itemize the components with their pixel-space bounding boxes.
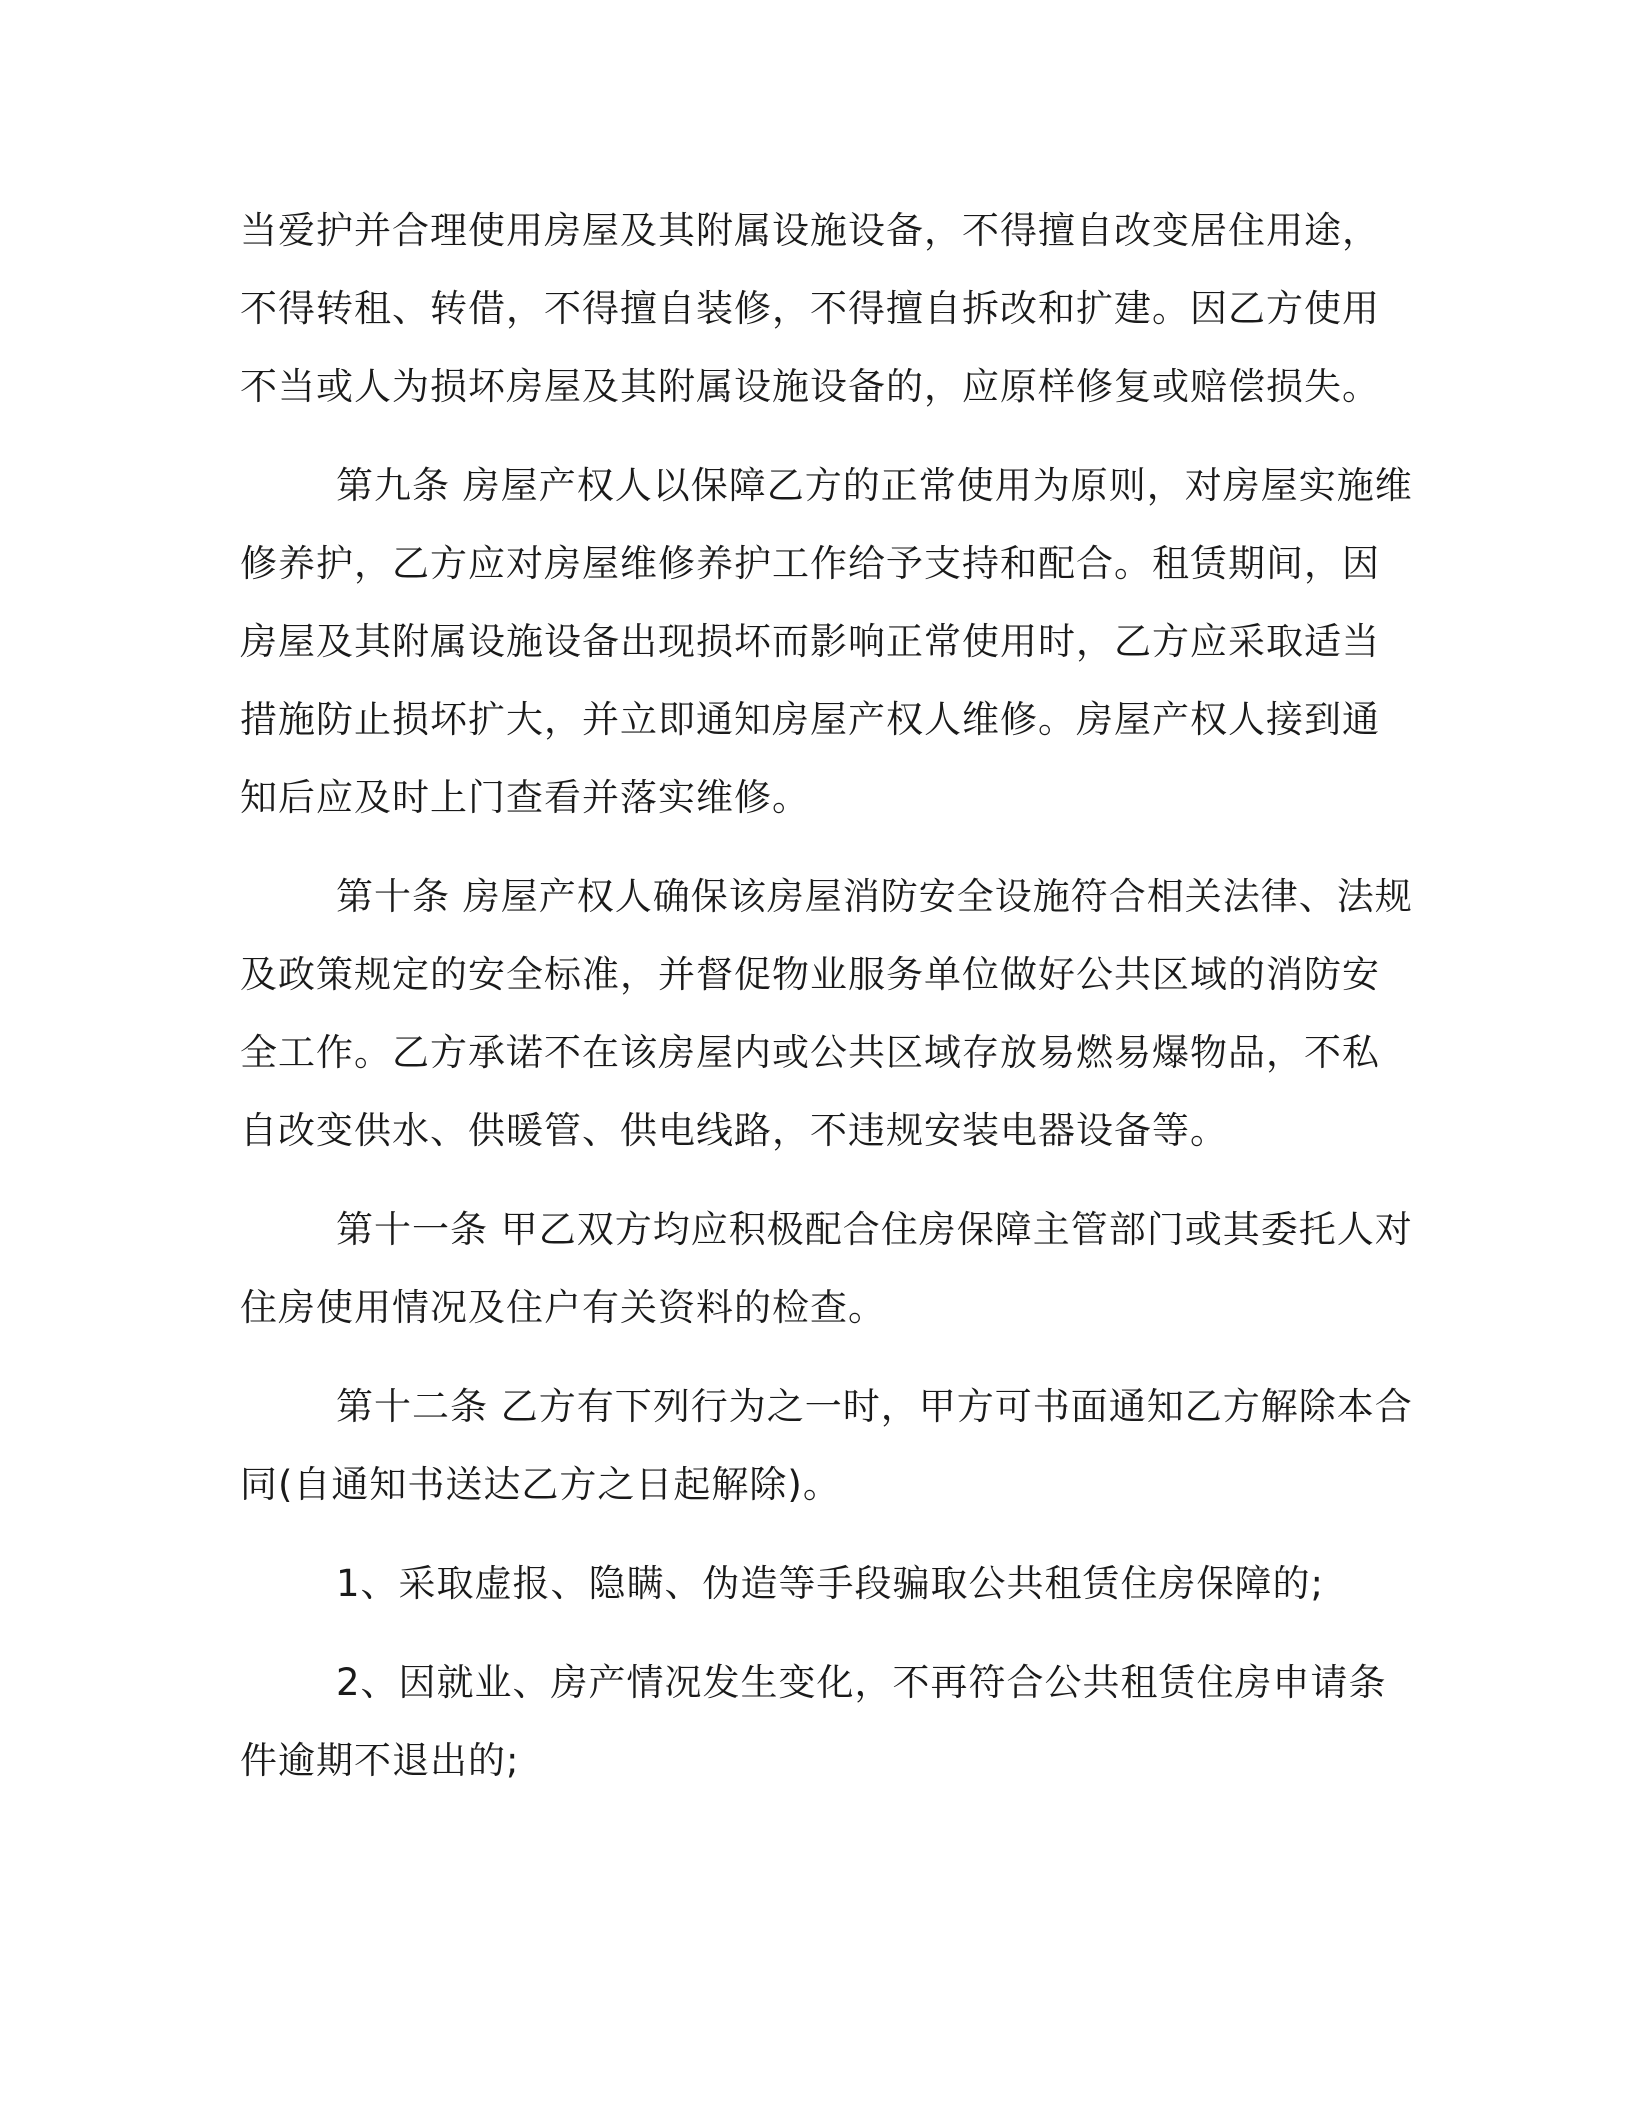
text-line: 及政策规定的安全标准，并督促物业服务单位做好公共区域的消防安 — [240, 953, 1380, 996]
paragraph-article-10 — [240, 858, 1413, 1170]
text-line: 住房使用情况及住户有关资料的检查。 — [240, 1286, 886, 1329]
text-line: 自改变供水、供暖管、供电线路，不违规安装电器设备等。 — [240, 1109, 1228, 1152]
text-line: 修养护，乙方应对房屋维修养护工作给予支持和配合。租赁期间，因 — [240, 542, 1380, 585]
text-line: 第十二条 乙方有下列行为之一时，甲方可书面通知乙方解除本合 — [336, 1385, 1413, 1428]
list-item-2 — [240, 1644, 1390, 1800]
paragraph-article-9 — [240, 447, 1413, 837]
text-line: 件逾期不退出的; — [240, 1739, 520, 1782]
text-line: 1、采取虚报、隐瞒、伪造等手段骗取公共租赁住房保障的; — [336, 1562, 1325, 1605]
paragraph-article-11 — [240, 1191, 1413, 1347]
text-line: 措施防止损坏扩大，并立即通知房屋产权人维修。房屋产权人接到通 — [240, 698, 1380, 741]
paragraph-usage-obligation — [240, 192, 1390, 426]
document-body — [240, 192, 1413, 1800]
text-line: 不当或人为损坏房屋及其附属设施设备的，应原样修复或赔偿损失。 — [240, 365, 1380, 408]
text-line: 不得转租、转借，不得擅自装修，不得擅自拆改和扩建。因乙方使用 — [240, 287, 1380, 330]
text-line: 房屋及其附属设施设备出现损坏而影响正常使用时，乙方应采取适当 — [240, 620, 1380, 663]
text-line: 2、因就业、房产情况发生变化，不再符合公共租赁住房申请条 — [336, 1661, 1387, 1704]
text-line: 第十条 房屋产权人确保该房屋消防安全设施符合相关法律、法规 — [336, 875, 1413, 918]
text-line: 当爱护并合理使用房屋及其附属设施设备，不得擅自改变居住用途， — [240, 209, 1380, 252]
text-line: 第十一条 甲乙双方均应积极配合住房保障主管部门或其委托人对 — [336, 1208, 1413, 1251]
paragraph-article-12 — [240, 1368, 1413, 1524]
text-line: 同(自通知书送达乙方之日起解除)。 — [240, 1463, 841, 1506]
text-line: 全工作。乙方承诺不在该房屋内或公共区域存放易燃易爆物品，不私 — [240, 1031, 1380, 1074]
text-line: 第九条 房屋产权人以保障乙方的正常使用为原则，对房屋实施维 — [336, 464, 1413, 507]
text-line: 知后应及时上门查看并落实维修。 — [240, 776, 810, 819]
list-item-1 — [240, 1545, 1390, 1623]
